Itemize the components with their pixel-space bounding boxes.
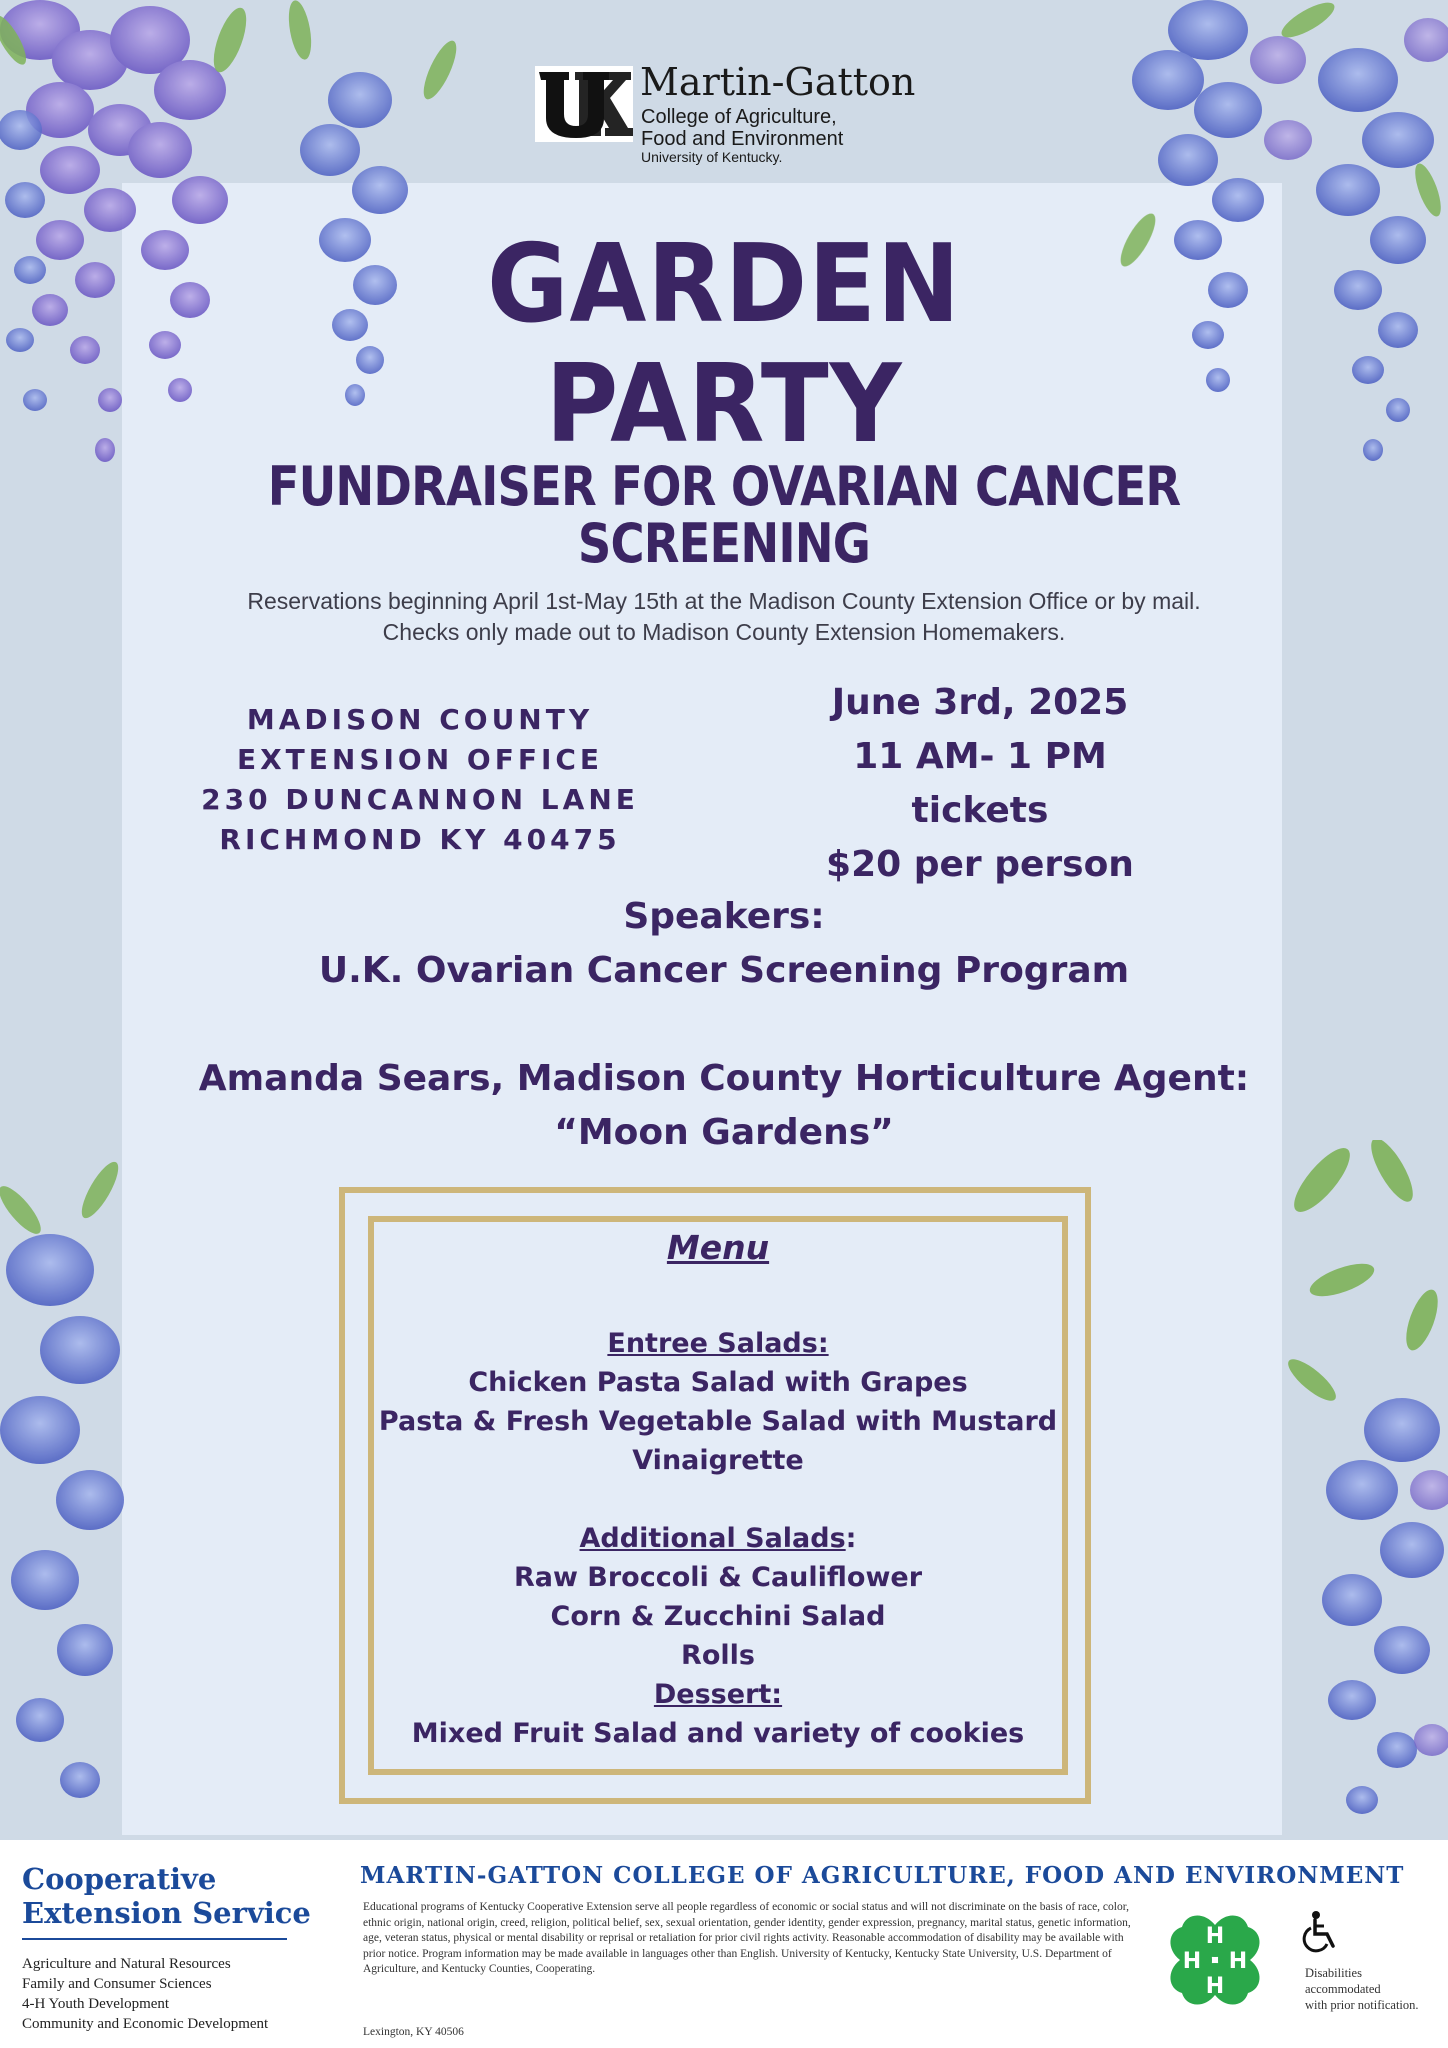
address-line-2: EXTENSION OFFICE [236, 743, 604, 776]
program-item: Agriculture and Natural Resources [22, 1956, 231, 1972]
program-item: 4-H Youth Development [22, 1996, 170, 2012]
subtitle-line-2: SCREENING [577, 512, 871, 575]
menu-entree-1: Chicken Pasta Salad with Grapes [468, 1367, 968, 1398]
logo-college-line1: College of Agriculture, [641, 106, 837, 128]
title-line-1: GARDEN [486, 222, 961, 347]
accessibility-icon [1302, 1910, 1342, 1956]
uk-logo [535, 62, 915, 172]
speaker-2: Amanda Sears, Madison County Horticulture Agent: [198, 1058, 1250, 1099]
menu-additional-2: Corn & Zucchini Salad [550, 1601, 886, 1632]
uk-logo-icon [535, 66, 633, 142]
ces-divider [22, 1938, 287, 1940]
menu-dessert-1: Mixed Fruit Salad and variety of cookies [411, 1718, 1025, 1749]
menu-dessert-heading: Dessert: [653, 1679, 783, 1710]
footer [0, 1840, 1448, 2048]
ticket-price: $20 per person [826, 844, 1134, 885]
legal-text: Educational programs of Kentucky Cooperative Extension serve all people regardless of economic or social status and will not discriminate on the basis of race, color, ethnic origin, national origin, creed, religion, political belief, sex, sexual orientation, gender identity, gender expression, pregnancy, marital status, genetic information, age, veteran status, physical or mental disability or reprisal or retaliation for prior civil rights activity. Reasonable accommodation of disability may be available with prior notice. Program information may be made available in languages other than English. University of Kentucky, Kentucky State University, U.S. Department of Agriculture, and Kentucky Counties, Cooperating. [363, 1901, 1131, 1975]
logo-university: University of Kentucky. [641, 149, 783, 165]
svg-text:H: H [1228, 1949, 1248, 1974]
event-date: June 3rd, 2025 [831, 682, 1129, 723]
wisteria-bottom-right-decoration [1282, 1140, 1448, 1840]
access-line-3: with prior notification. [1305, 1998, 1419, 2012]
menu-entree-heading: Entree Salads: [607, 1328, 829, 1359]
subtitle-line-1: FUNDRAISER FOR OVARIAN CANCER [267, 455, 1181, 518]
logo-college-line2: Food and Environment [641, 128, 844, 150]
menu-additional-1: Raw Broccoli & Cauliflower [513, 1562, 923, 1593]
event-time: 11 AM- 1 PM [853, 736, 1107, 777]
menu-additional-heading-colon: : [845, 1523, 857, 1554]
speakers-label: Speakers: [623, 896, 825, 937]
ces-logo-text [22, 1862, 311, 1930]
address-line-3: 230 DUNCANNON LANE [201, 783, 639, 816]
ces-line-1: Cooperative [22, 1862, 217, 1896]
menu-additional-heading [368, 1523, 1068, 1554]
menu-additional-3: Rolls [681, 1640, 755, 1671]
title-line-2: PARTY [545, 342, 903, 467]
menu-entree-2-cont: Vinaigrette [632, 1445, 804, 1476]
four-h-clover-icon [1160, 1905, 1270, 2015]
logo-name: Martin-Gatton [640, 60, 916, 104]
speaker-2-topic: “Moon Gardens” [554, 1112, 894, 1153]
program-item: Community and Economic Development [22, 2016, 269, 2032]
reservations-line-1: Reservations beginning April 1st-May 15th at the Madison County Extension Office or by mail. [247, 588, 1201, 614]
access-line-2: accommodated [1305, 1982, 1381, 1996]
menu-additional-heading-text: Additional Salads [579, 1523, 846, 1554]
city-address: Lexington, KY 40506 [363, 2026, 464, 2038]
accessibility-note [1305, 1965, 1419, 2013]
ces-program-list [22, 1954, 268, 2034]
wisteria-bottom-left-decoration [0, 1150, 130, 1840]
college-heading: MARTIN-GATTON COLLEGE OF AGRICULTURE, FOOD AND ENVIRONMENT [360, 1862, 1405, 1889]
speaker-1: U.K. Ovarian Cancer Screening Program [318, 950, 1130, 991]
svg-text:H: H [1182, 1949, 1202, 1974]
program-item: Family and Consumer Sciences [22, 1976, 212, 1992]
tickets-label: tickets [911, 790, 1049, 831]
ces-line-2: Extension Service [22, 1896, 311, 1930]
access-line-1: Disabilities [1305, 1966, 1362, 1980]
menu-title: Menu [666, 1228, 770, 1267]
address-line-4: RICHMOND KY 40475 [219, 823, 621, 856]
svg-text:H: H [1205, 1974, 1225, 1999]
address-line-1: MADISON COUNTY [246, 703, 594, 736]
reservations-line-2: Checks only made out to Madison County Extension Homemakers. [382, 619, 1066, 645]
menu-entree-2: Pasta & Fresh Vegetable Salad with Mustard [378, 1406, 1058, 1437]
svg-text:H: H [1205, 1924, 1225, 1949]
